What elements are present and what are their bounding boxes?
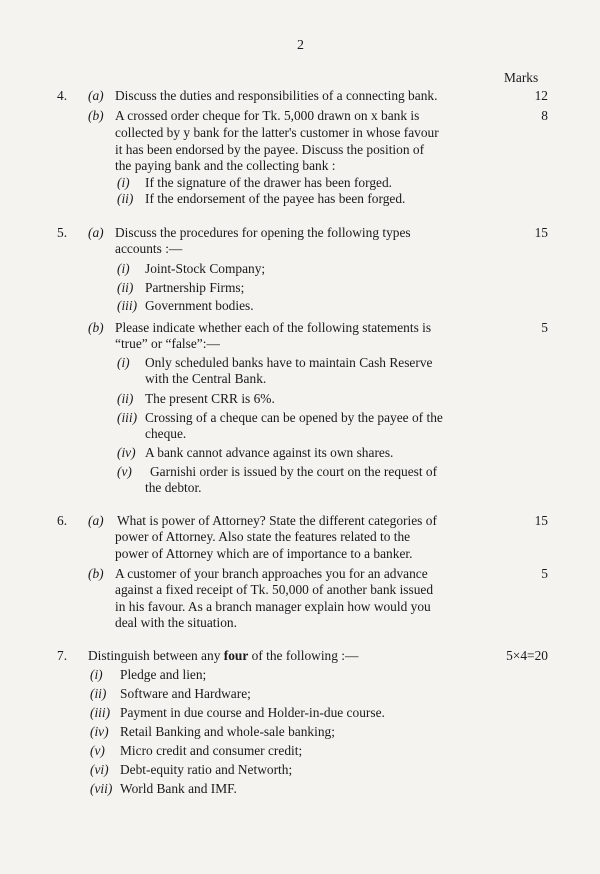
q7-item-text: World Bank and IMF. (120, 781, 237, 796)
q5b-item-text: Crossing of a cheque can be opened by the payee of the (145, 410, 443, 425)
q7-item-label: (vi) (90, 762, 109, 777)
q5b-item-text: the debtor. (145, 480, 202, 495)
q7-stem: Distinguish between any four of the following :— (88, 648, 359, 663)
q5b-item-label: (i) (117, 355, 130, 370)
q4-number: 4. (57, 88, 68, 103)
q6a-label: (a) (88, 513, 104, 528)
q4b-ii-label: (ii) (117, 191, 134, 206)
q5b-item-label: (ii) (117, 391, 134, 406)
q4b-line: A crossed order cheque for Tk. 5,000 drawn on x bank is (115, 108, 420, 123)
q4b-line: the paying bank and the collecting bank : (115, 158, 336, 173)
q4b-label: (b) (88, 108, 104, 123)
q6a-line: power of Attorney. Also state the features related to the (115, 529, 411, 544)
page-number: 2 (297, 38, 304, 53)
q5a-marks: 15 (534, 225, 548, 240)
q5b-item-text: cheque. (145, 426, 187, 441)
q7-number: 7. (57, 648, 68, 663)
q7-marks: 5×4=20 (506, 648, 548, 663)
q5a-item-text: Joint-Stock Company; (145, 261, 266, 276)
q5a-item-label: (ii) (117, 280, 134, 295)
q6b-line: against a fixed receipt of Tk. 50,000 of another bank issued (115, 582, 434, 597)
q7-item-label: (v) (90, 743, 105, 758)
q5b-label: (b) (88, 320, 104, 335)
q5b-item-label: (iii) (117, 410, 138, 425)
q5b-item-label: (iv) (117, 445, 136, 460)
q6-number: 6. (57, 513, 68, 528)
q4a-text: Discuss the duties and responsibilities of a connecting bank. (115, 88, 438, 103)
q5a-item-text: Government bodies. (145, 298, 254, 313)
q5b-line: Please indicate whether each of the following statements is (115, 320, 432, 335)
q5a-item-label: (iii) (117, 298, 138, 313)
q6b-marks: 5 (541, 566, 548, 581)
q4b-ii-text: If the endorsement of the payee has been forged. (145, 191, 406, 206)
q5a-item-text: Partnership Firms; (145, 280, 245, 295)
q5b-line: “true” or “false”:— (115, 336, 220, 351)
q5b-item-text: with the Central Bank. (145, 371, 267, 386)
q6a-line: What is power of Attorney? State the different categories of (117, 513, 437, 528)
q5b-item-text: Only scheduled banks have to maintain Cash Reserve (145, 355, 433, 370)
q7-item-text: Retail Banking and whole-sale banking; (120, 724, 335, 739)
q5b-item-text: Garnishi order is issued by the court on the request of (150, 464, 438, 479)
q4b-marks: 8 (541, 108, 548, 123)
q6b-line: deal with the situation. (115, 615, 237, 630)
q4b-line: collected by y bank for the latter's customer in whose favour (115, 125, 439, 140)
q5b-marks: 5 (541, 320, 548, 335)
q6b-line: A customer of your branch approaches you for an advance (115, 566, 428, 581)
q5a-line: accounts :— (115, 241, 183, 256)
q5-number: 5. (57, 225, 68, 240)
q7-item-text: Payment in due course and Holder-in-due course. (120, 705, 385, 720)
q7-item-label: (vii) (90, 781, 113, 796)
q7-item-text: Pledge and lien; (120, 667, 207, 682)
q7-item-text: Micro credit and consumer credit; (120, 743, 303, 758)
q4b-i-text: If the signature of the drawer has been forged. (145, 175, 393, 190)
q7-item-label: (iv) (90, 724, 109, 739)
q7-item-text: Debt-equity ratio and Networth; (120, 762, 293, 777)
q6a-line: power of Attorney which are of importance to a banker. (115, 546, 413, 561)
q5a-label: (a) (88, 225, 104, 240)
q6a-marks: 15 (534, 513, 548, 528)
q4b-i-label: (i) (117, 175, 130, 190)
q4a-marks: 12 (534, 88, 548, 103)
q7-item-text: Software and Hardware; (120, 686, 251, 701)
q7-item-label: (i) (90, 667, 103, 682)
q4b-line: it has been endorsed by the payee. Discuss the position of (115, 142, 425, 157)
q5b-item-text: The present CRR is 6%. (145, 391, 275, 406)
marks-header: Marks (504, 70, 539, 85)
q6b-label: (b) (88, 566, 104, 581)
q7-item-label: (ii) (90, 686, 107, 701)
q5b-item-text: A bank cannot advance against its own shares. (145, 445, 394, 460)
q5b-item-label: (v) (117, 464, 132, 479)
q4a-label: (a) (88, 88, 104, 103)
q5a-line: Discuss the procedures for opening the following types (115, 225, 411, 240)
q7-item-label: (iii) (90, 705, 111, 720)
q5a-item-label: (i) (117, 261, 130, 276)
q6b-line: in his favour. As a branch manager explain how would you (115, 599, 431, 614)
